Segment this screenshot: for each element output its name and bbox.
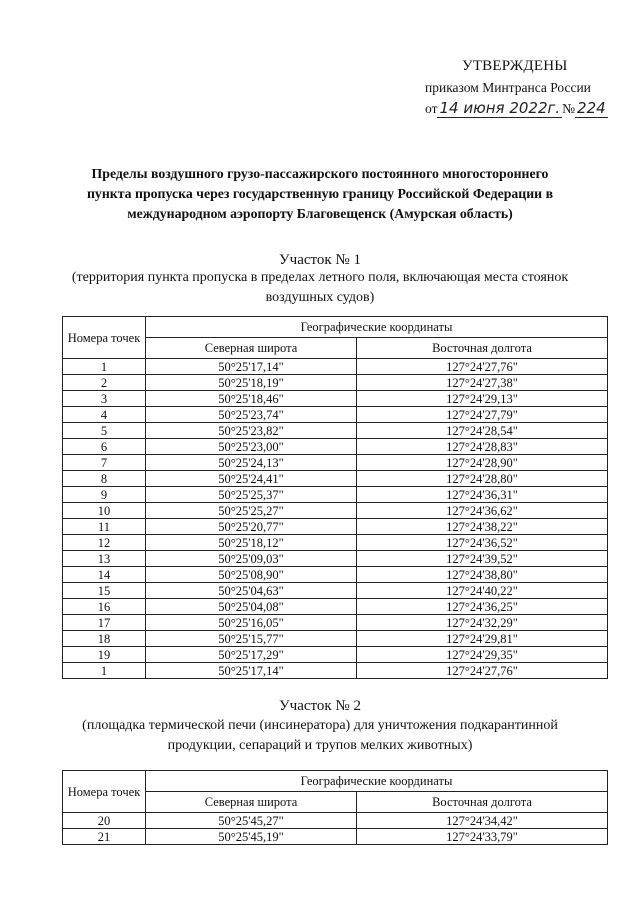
approved-heading: УТВЕРЖДЕНЫ (462, 58, 568, 74)
longitude-cell: 127°24'38,80" (357, 567, 608, 583)
table-row (63, 455, 608, 471)
col-point-number: Номера точек (63, 771, 146, 813)
longitude-cell: 127°24'27,79" (357, 407, 608, 423)
from-label: от (425, 101, 438, 116)
section2-description: (площадка термической печи (инсинератора) для уничтожения подкарантинной продукции, сепараций и трупов мелких животных) (82, 718, 558, 753)
table-row (63, 503, 608, 519)
point-number-cell: 12 (63, 535, 146, 551)
latitude-cell: 50°25'04,08" (146, 599, 357, 615)
point-number-cell: 5 (63, 423, 146, 439)
number-label: № (562, 101, 576, 116)
latitude-cell: 50°25'09,03" (146, 551, 357, 567)
point-number-cell: 8 (63, 471, 146, 487)
point-number-cell: 13 (63, 551, 146, 567)
latitude-cell: 50°25'23,00" (146, 439, 357, 455)
latitude-cell: 50°25'17,14" (146, 663, 357, 679)
longitude-cell: 127°24'36,31" (357, 487, 608, 503)
latitude-cell: 50°25'24,41" (146, 471, 357, 487)
longitude-cell: 127°24'27,38" (357, 375, 608, 391)
point-number-cell: 2 (63, 375, 146, 391)
col-geo-coordinates: Географические координаты (146, 771, 608, 792)
longitude-cell: 127°24'34,42" (357, 813, 608, 829)
latitude-cell: 50°25'16,05" (146, 615, 357, 631)
table-row (63, 615, 608, 631)
point-number-cell: 4 (63, 407, 146, 423)
col-point-number: Номера точек (63, 317, 146, 359)
point-number-cell: 20 (63, 813, 146, 829)
longitude-cell: 127°24'28,80" (357, 471, 608, 487)
table-row (63, 359, 608, 375)
table-row (63, 631, 608, 647)
table-row (63, 567, 608, 583)
table-row (63, 599, 608, 615)
longitude-cell: 127°24'29,35" (357, 647, 608, 663)
latitude-cell: 50°25'17,14" (146, 359, 357, 375)
latitude-cell: 50°25'23,74" (146, 407, 357, 423)
document-title: Пределы воздушного грузо-пассажирского постоянного многостороннего пункта пропуска через государственную границу Российской Федерации в международном аэропорту Благовещенск (Амурская область) (86, 166, 554, 221)
table-row (63, 471, 608, 487)
point-number-cell: 9 (63, 487, 146, 503)
table-row (63, 813, 608, 829)
longitude-cell: 127°24'27,76" (357, 359, 608, 375)
latitude-cell: 50°25'08,90" (146, 567, 357, 583)
point-number-cell: 11 (63, 519, 146, 535)
longitude-cell: 127°24'36,62" (357, 503, 608, 519)
longitude-cell: 127°24'28,90" (357, 455, 608, 471)
table-row (63, 647, 608, 663)
latitude-cell: 50°25'17,29" (146, 647, 357, 663)
point-number-cell: 16 (63, 599, 146, 615)
longitude-cell: 127°24'40,22" (357, 583, 608, 599)
longitude-cell: 127°24'39,52" (357, 551, 608, 567)
order-date: 14 июня 2022г. (439, 99, 561, 117)
longitude-cell: 127°24'28,54" (357, 423, 608, 439)
longitude-cell: 127°24'27,76" (357, 663, 608, 679)
longitude-cell: 127°24'38,22" (357, 519, 608, 535)
col-longitude: Восточная долгота (357, 338, 608, 359)
latitude-cell: 50°25'45,27" (146, 813, 357, 829)
point-number-cell: 1 (63, 663, 146, 679)
point-number-cell: 10 (63, 503, 146, 519)
point-number-cell: 15 (63, 583, 146, 599)
table-row (63, 535, 608, 551)
latitude-cell: 50°25'20,77" (146, 519, 357, 535)
section2-coordinates-table (62, 770, 608, 845)
section1-description: (территория пункта пропуска в пределах летного поля, включающая места стоянок воздушных судов) (71, 270, 569, 305)
section1-title: Участок № 1 (279, 252, 361, 268)
latitude-cell: 50°25'25,27" (146, 503, 357, 519)
longitude-cell: 127°24'28,83" (357, 439, 608, 455)
order-issuer: приказом Минтранса России (425, 80, 591, 95)
latitude-cell: 50°25'23,82" (146, 423, 357, 439)
point-number-cell: 18 (63, 631, 146, 647)
table-row (63, 519, 608, 535)
table-row (63, 487, 608, 503)
point-number-cell: 14 (63, 567, 146, 583)
longitude-cell: 127°24'33,79" (357, 829, 608, 845)
latitude-cell: 50°25'25,37" (146, 487, 357, 503)
table-row (63, 583, 608, 599)
point-number-cell: 21 (63, 829, 146, 845)
longitude-cell: 127°24'36,52" (357, 535, 608, 551)
approval-block (425, 58, 620, 117)
table-row (63, 551, 608, 567)
longitude-cell: 127°24'29,81" (357, 631, 608, 647)
point-number-cell: 19 (63, 647, 146, 663)
table-row (63, 423, 608, 439)
longitude-cell: 127°24'36,25" (357, 599, 608, 615)
table-row (63, 407, 608, 423)
table-row (63, 829, 608, 845)
point-number-cell: 17 (63, 615, 146, 631)
col-latitude: Северная широта (146, 338, 357, 359)
latitude-cell: 50°25'18,12" (146, 535, 357, 551)
section1-coordinates-table (62, 316, 608, 679)
col-geo-coordinates: Географические координаты (146, 317, 608, 338)
latitude-cell: 50°25'18,19" (146, 375, 357, 391)
latitude-cell: 50°25'15,77" (146, 631, 357, 647)
point-number-cell: 6 (63, 439, 146, 455)
table-row (63, 375, 608, 391)
order-reference (425, 99, 620, 117)
point-number-cell: 7 (63, 455, 146, 471)
latitude-cell: 50°25'18,46" (146, 391, 357, 407)
col-latitude: Северная широта (146, 792, 357, 813)
longitude-cell: 127°24'32,29" (357, 615, 608, 631)
latitude-cell: 50°25'45,19" (146, 829, 357, 845)
col-longitude: Восточная долгота (357, 792, 608, 813)
longitude-cell: 127°24'29,13" (357, 391, 608, 407)
point-number-cell: 1 (63, 359, 146, 375)
latitude-cell: 50°25'04,63" (146, 583, 357, 599)
section2-title: Участок № 2 (279, 698, 361, 714)
table-row (63, 663, 608, 679)
table-row (63, 391, 608, 407)
latitude-cell: 50°25'24,13" (146, 455, 357, 471)
table-row (63, 439, 608, 455)
point-number-cell: 3 (63, 391, 146, 407)
order-number: 224 (577, 99, 606, 117)
